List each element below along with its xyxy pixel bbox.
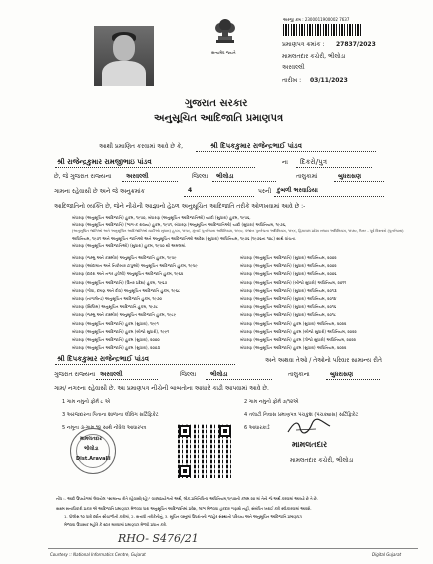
emblem-caption: સત્યમેવ જયતે — [211, 50, 236, 55]
basis-item: 3 અરજદારના પિતાના શાળાના લીવિંગ સર્ટિફિકેટ — [62, 412, 159, 418]
order-item: બંધારણ (દાદરા અને નગર હવેલી) અનુસૂચિત આદિજાતિ હુકમ, ૧૯૬૨ — [72, 271, 184, 277]
order-item: બંધારણ (અનુસૂચિત આદિજાતિ) હુકમ (સુધારા), ૨૦૦૦ — [72, 337, 160, 343]
basis-item: 4 તલાટી નિવાસ પ્રમાણપત્ર પંચકુશ (પંચક્યાસ) સર્ટિફિકેટ — [244, 412, 359, 418]
order-item: બંધારણ (અનુસૂચિત આદિજાતિ) હુકમ (ત્રીજો સુધારો) અધિનિયમ, ૨૦૨૨ — [240, 337, 357, 343]
order-item: બંધારણ (અનુસૂચિત આદિજાતિ) (સુધારા) અધિનિયમ, ૨૦૦૨ — [240, 255, 337, 260]
office-name: મામલતદાર કચેરી, ભીલોડા — [282, 53, 346, 60]
residence-taluka: ભીલોડા — [210, 371, 228, 378]
basis-item: 5 નમૂના ૩-ગામ ૧૪ સાથે નોંધેલ આધારપત્ર — [62, 425, 147, 431]
date-label: તારીખ : — [282, 77, 302, 84]
residence-district: અરવલ્લી — [100, 371, 123, 378]
order-item: બંધારણ (અનુસૂચિત આદિજાતિ) (સુધારા) અધિનિયમ, ૨૦૧૮ — [240, 312, 337, 318]
applicant-name: શ્રી દિપકકુમાર રાજેન્દ્રભાઈ પાંડવ — [210, 142, 302, 150]
order-item: બંધારણ (અનુસૂચિત આદિજાતિ) (સુધારા) અધિનિયમ, ૨૦૧૩ — [240, 287, 337, 293]
note-text: નોંધ :- આદો ઉપયોગમાં લેવાયેલ "સામાન્ય રીતે રહેવાસી(રહે)" વાક્યપ્રયોગનો અર્થ, લોક-પ્રતિનિધિત્વ અધિનિયમ,૧૯૫૦ની કલમ ૨૦ માં તેનો જે અર્થ કરવામાં આવ્યો છે તે છે. — [56, 496, 318, 501]
taluka-label: તાલુકામાં — [296, 173, 318, 180]
basis-item: 1 ગામ નમુનો ફોર્મ ૮ એ — [62, 399, 111, 405]
order-item: બંધારણ (અનુસૂચિત આદિજાતિ) હુકમ (સુધારા) અધિનિયમ, ૨૦૨૨ — [240, 345, 347, 351]
note-text: 1. પોલીસ ૧૦ ધારો દર્શન સોંચાળીની કરીમાં, 2. સત્તાધી તરીકેનીનું, 3. સૂચિત વસ્તુમાં ઉપરાંતની જાહેર સંસ્થાનો પરિચય અને અનુસૂચિત આદિજાતિ પ્રમાણપત્ર — [64, 514, 302, 519]
order-item: બંધારણ (જમ્મુ અને કાશ્મીર) અનુસૂચિત આદિજાતિ હુકમ, ૧૯૫૯ — [72, 255, 177, 260]
village-text: ગામના રહેવાસી છે અને જે અનુક્રમાંક — [54, 188, 145, 195]
order-item: બંધારણ (અનુસૂચિત આદિજાતિ) હુકમ (સુધારા), ૨૦૦૩ — [72, 345, 160, 351]
district-label: જિલ્લા — [192, 173, 209, 180]
orders-left-column — [72, 254, 198, 352]
signature-icon — [286, 418, 332, 436]
certify-text: આથી પ્રમાણિત કરવામાં આવે છે કે, — [99, 143, 184, 150]
cert-number: 27837/2023 — [336, 41, 376, 48]
issue-date: 03/11/2023 — [310, 77, 348, 84]
state-emblem-icon — [208, 14, 242, 48]
residence-name: શ્રી દિપકકુમાર રાજેન્દ્રભાઈ પાંડવ — [57, 355, 149, 363]
residence-village: બુધરાસણ — [330, 371, 354, 378]
footer-courtesy: Courtesy :: National Informatics Centre, Gujarat — [50, 552, 146, 557]
residence-district-label: જિલ્લા — [180, 371, 197, 378]
applicant-photo — [94, 26, 154, 86]
order-item: બંધારણ (અનુસૂચિત આદિજાતિ) (સુધારા) અધિનિયમ, ૨૦૦૨ — [240, 263, 337, 269]
family-text: અને અથવા તેઓ / તેઓનો પરિવાર સામાન્ય રીતે — [265, 357, 382, 364]
intro-text: આદિજાતિનો વ્યક્તિ છે, જેને નીચેની આજ્ઞાનો હેઠળ અનુસૂચિત આદિજાતિ તરીકે ઓળખવામાં આવે છે :- — [54, 203, 306, 210]
order-item: બંધારણ (અનુસૂચિત આદિજાતિ) (બીજો સુધારો) અધિનિયમ, ૨૦૧૧ — [240, 279, 347, 285]
order-item: બંધારણ (અનુસૂચિત આદિજાતિ) (સુધારા) અધિનિયમ, ૨૦૦૬ — [240, 271, 337, 277]
order-line: બંધારણ (અનુસૂચિત આદિજાતિઓ) (સુધારા) હુકમ, ૧૯૫૦ થી અમલમાં. — [72, 243, 187, 248]
order-line: બંધારણ (અનુસૂચિત આદિજાતિ) (ભાગ-ક રાજ્ય) હુકમ, ૧૯૫૧, બંધારણ (અનુસૂચિત આદિજાતિઓ) યાદી (સુધારા) અધિનિયમ, ૧૯૭૬, — [72, 222, 287, 227]
cert-number-label: પ્રમાણપત્ર ક્રમાંક : — [282, 41, 325, 48]
signer-title: મામલતદાર — [292, 440, 328, 449]
residence-village-text: ગામ/ નગરના રહેવાસી છે. આ પ્રમાણપત્ર નીચેની બાબતોના આધારે કાઢી આપવામાં આવે છે. — [54, 385, 269, 392]
seal-text: મામલતદાર — [80, 436, 102, 442]
order-item: બંધારણ (નાગાલેન્ડ) અનુસૂચિત આદિજાતિ હુકમ, ૧૯૭૦ — [72, 296, 162, 302]
qr-code — [178, 424, 232, 478]
tribe-name: દુબળી ભરવાડિયા — [277, 187, 318, 194]
residence-taluka-label: તાલુકાના — [288, 371, 310, 378]
order-line: અધિનિયમ, ૧૯૭૧ અને અનુસૂચિત જાતિઓ અને અનુસૂચિત આદિજાતિઓ આદેશ (સુધારા) અધિનિયમ, ૧૯૭૬ (૧૯૭૬ના ૧૦૮) સાથે વાંચતા. — [72, 236, 297, 241]
order-line: (અનુસૂચિત જાતિઓ અને અનુસૂચિત આદિજાતિઓ યાદીઓ સુધારા) હુકમ, ૧૯૫૬, મુંબઈ પુનર્રચના અધિનિયમ, ૧૯૬૦, પંજાબ પુનર્રચના અધિનિયમ, ૧૯૬૬, હિમાચલ પ્રદેશ રાજ્ય અધિનિયમ, ૧૯૭૦, ઉત્તર - પૂર્વ વિસ્તારો (પુનર્રચના) — [72, 229, 404, 233]
relation-label: ના — [282, 159, 288, 166]
gov-title: ગુજરાત સરકાર — [185, 98, 248, 109]
orders-right-column — [240, 254, 357, 352]
serial-number: 4 — [188, 187, 193, 194]
seal-text: Dist.Aravalli — [76, 456, 111, 462]
order-item: બંધારણ (આંદામાન અને નિકોબાર ટાપુઓ) અનુસૂચિત આદિજાતિ હુકમ, ૧૯૫૯ — [72, 263, 198, 269]
order-item: બંધારણ (અનુસૂચિત આદિજાતિ) (સુધારા) અધિનિયમ, ૨૦૧૪ — [240, 296, 337, 302]
resident-text: છે, જે ગુજરાત રાજ્યના — [54, 173, 112, 180]
signer-office: મામલતદાર કચેરી, ભીલોડા — [290, 457, 354, 464]
tribe-label: પરની — [258, 188, 272, 195]
note-text: મેળવવા ઉપાસક મહોરે કે સ્ટાર મારવામાં પ્રમાણપત્ર મેળવો પ્રધાન કરો. — [64, 522, 168, 527]
order-line: બંધારણ (અનુસૂચિત આદિજાતિ) હુકમ, ૧૯૫૦, બંધારણ (અનુસૂચિત આદિજાતિઓ) યાદી (સુધારા) હુકમ, ૧૯૫૬, — [72, 215, 251, 220]
district-value: અરવલ્લી — [126, 173, 149, 180]
order-item: બંધારણ (ગોવા, દમણ અને દીવ) અનુસૂચિત આદિજાતિ હુકમ, ૧૯૬૮ — [72, 287, 181, 293]
basis-item: 2 ગામ નમુનો ફોર્મ ૭/૧૨એ — [244, 399, 299, 405]
handwritten-note: RHO- S476/21 — [118, 532, 199, 545]
order-item: બંધારણ (અનુસૂચિત આદિજાતિ) હુકમ (સુધારા), ૧૯૯૧ — [72, 320, 159, 326]
footer-brand: Digital Gujarat — [372, 552, 402, 557]
seal-text: ભીલોડા — [84, 446, 99, 452]
order-item: બંધારણ (જમ્મુ અને કાશ્મીર) અનુસૂચિત આદિજાતિ હુકમ, ૧૯૮૯ — [72, 312, 177, 318]
father-name: શ્રી રાજેન્દ્રકુમાર રામજીભાઇ પાંડવ — [57, 158, 152, 166]
order-item: બંધારણ (અનુસૂચિત આદિજાતિ) હુકમ (બીજો સુધારો) અધિનિયમ, ૨૦૨૨ — [240, 328, 357, 334]
order-item: બંધારણ (અનુસૂચિત આદિજાતિ) હુકમ (બીજો સુધારો), ૧૯૯૧ — [72, 328, 170, 334]
basis-item: 6 આધારકાર્ડ — [244, 425, 270, 431]
taluka2-value: બુધરાસણ — [338, 173, 362, 180]
order-item: બંધારણ (સિક્કિમ) અનુસૂચિત આદિજાતિ હુકમ, ૧૯૭૮ — [72, 304, 159, 310]
order-item: બંધારણ (અનુસૂચિત આદિજાતિ) (ઉત્તર પ્રદેશ) હુકમ, ૧૯૬૭ — [72, 279, 168, 285]
office-district: અરવલ્લી — [282, 64, 305, 71]
order-item: બંધારણ (અનુસૂચિત આદિજાતિ) (સુધારા) અધિનિયમ, ૨૦૧૬ — [240, 304, 337, 310]
note-text: સક્ષમ સત્તાધિકારી પ્રકાર એ આદિજાતિ પ્રમાણપત્ર મેળવવા ધારા અનુસૂચિત આદિજાતિમાં પ્રવેશ, લાભ મેળવવા હકદાર ગણાશે નહીં, સંબંધિત ખરાઈ કરી સ્વીકારવામાં આવશે. — [56, 506, 312, 511]
barcode — [283, 24, 363, 36]
application-number: અરજી ક્રમ : 2300011900002 7637 — [283, 17, 350, 22]
state-text: ગુજરાત રાજ્યના — [54, 371, 96, 378]
order-item: બંધારણ (અનુસૂચિત આદિજાતિ) હુકમ (સુધારા) અધિનિયમ, ૨૦૨૨ — [240, 320, 347, 326]
certificate-title: અનુસૂચિત આદિજાતિ પ્રમાણપત્ર — [154, 113, 284, 124]
taluka-value: ભીલોડા — [216, 173, 234, 180]
relation: દિકરો/પુત્ર — [300, 158, 328, 166]
